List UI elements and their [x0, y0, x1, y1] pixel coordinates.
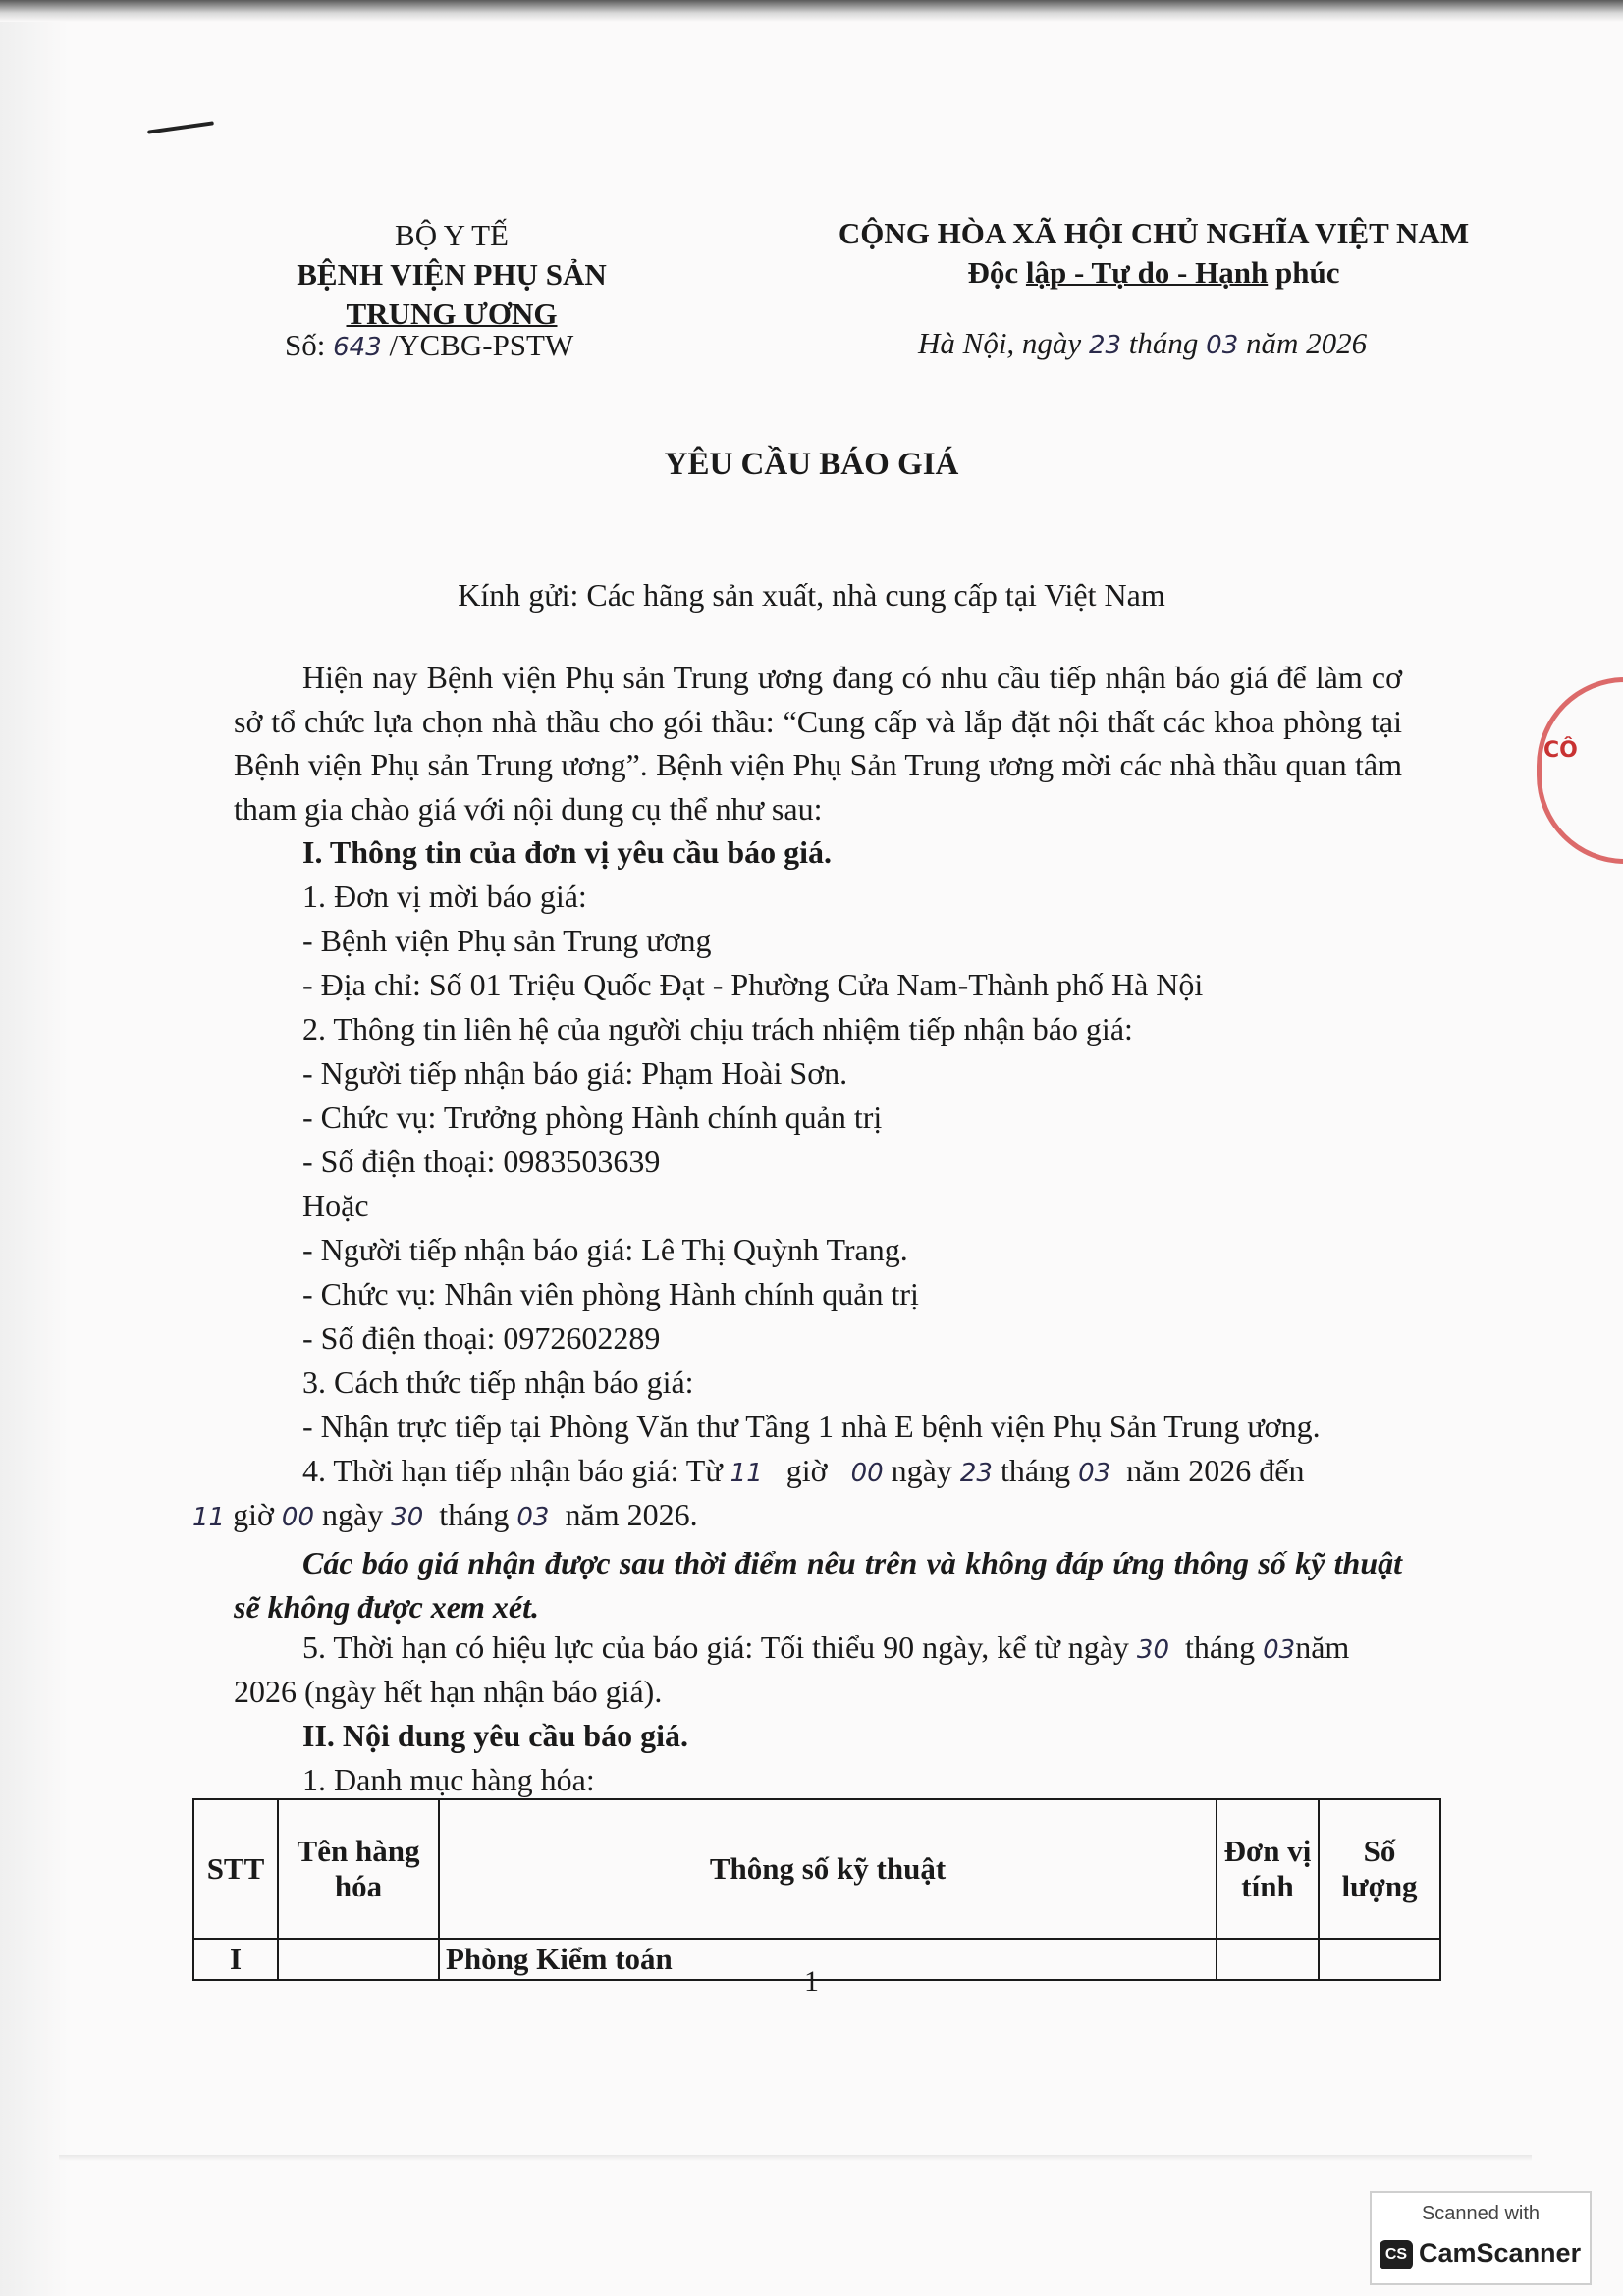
national-header	[820, 214, 1488, 293]
deadline-end-hour-label: giờ	[233, 1497, 274, 1532]
section1-item1: 1. Đơn vị mời báo giá:	[302, 879, 587, 914]
section2-heading: II. Nội dung yêu cầu báo giá.	[302, 1718, 688, 1753]
hospital-name-line2: TRUNG ƯƠNG	[346, 296, 558, 331]
receive-method: - Nhận trực tiếp tại Phòng Văn thư Tầng 1 nhà E bệnh viện Phụ Sản Trung ương.	[302, 1409, 1321, 1444]
document-title: YÊU CẦU BÁO GIÁ	[664, 447, 959, 482]
or-label: Hoặc	[302, 1188, 369, 1223]
deadline-prefix: 4. Thời hạn tiếp nhận báo giá: Từ	[302, 1453, 723, 1488]
motto-part-underlined: lập - Tự do - Hạnh	[1025, 255, 1269, 290]
validity-line2: 2026 (ngày hết hạn nhận báo giá).	[234, 1674, 663, 1709]
deadline-start-day: 23	[959, 1459, 993, 1488]
republic-name: CỘNG HÒA XÃ HỘI CHỦ NGHĨA VIỆT NAM	[838, 216, 1470, 250]
col-stt: STT	[193, 1799, 278, 1939]
deadline-month-label: tháng	[1000, 1453, 1071, 1488]
deadline-line1	[302, 1453, 1304, 1489]
unit-address: - Địa chỉ: Số 01 Triệu Quốc Đạt - Phường Cửa Nam-Thành phố Hà Nội	[302, 967, 1204, 1002]
col-qty: Số lượng	[1319, 1799, 1440, 1939]
validity-month: 03	[1263, 1635, 1296, 1665]
watermark-caption: Scanned with	[1421, 2203, 1541, 2224]
col-unit: Đơn vị tính	[1217, 1799, 1319, 1939]
deadline-end-hour: 11	[192, 1503, 226, 1532]
camscanner-logo-icon: CS	[1380, 2240, 1413, 2269]
validity-month-label: tháng	[1185, 1629, 1256, 1665]
goods-table	[192, 1798, 1441, 1981]
camscanner-watermark	[1370, 2191, 1592, 2285]
unit-name: - Bệnh viện Phụ sản Trung ương	[302, 923, 712, 958]
document-date	[918, 326, 1367, 361]
deadline-end-month-label: tháng	[439, 1497, 510, 1532]
section1-heading: I. Thông tin của đơn vị yêu cầu báo giá.	[302, 834, 833, 870]
intro-paragraph: Hiện nay Bệnh viện Phụ sản Trung ương đang có nhu cầu tiếp nhận báo giá để làm cơ sở tổ chức lựa chọn nhà thầu cho gói thầu: “Cung cấp và lắp đặt nội thất các khoa phòng tại Bệnh viện Phụ sản Trung ương”. Bệnh viện Phụ Sản Trung ương mời các nhà thầu quan tâm tham gia chào giá với nội dung cụ thể như sau:	[234, 660, 1402, 827]
cell-stt: I	[193, 1939, 278, 1980]
recipient-line: Kính gửi: Các hãng sản xuất, nhà cung cấp tại Việt Nam	[458, 577, 1165, 613]
motto-part: phúc	[1274, 255, 1340, 290]
deadline-end-minute: 00	[281, 1503, 314, 1532]
validity-line1	[302, 1629, 1349, 1666]
deadline-day-label: ngày	[891, 1453, 952, 1488]
date-month-handwritten: 03	[1206, 331, 1239, 360]
contact1-name: - Người tiếp nhận báo giá: Phạm Hoài Sơn.	[302, 1055, 848, 1091]
table-header-row	[193, 1799, 1440, 1939]
doc-number-label: Số:	[285, 328, 326, 362]
deadline-end-year: năm 2026.	[565, 1497, 698, 1532]
cell-spec: Phòng Kiểm toán	[439, 1939, 1217, 1980]
page-number: 1	[804, 1965, 819, 1998]
seal-text: CÔ	[1543, 738, 1578, 763]
deadline-start-minute: 00	[850, 1459, 884, 1488]
contact1-role: - Chức vụ: Trưởng phòng Hành chính quản trị	[302, 1099, 883, 1135]
red-seal-stamp	[1537, 677, 1623, 864]
validity-prefix: 5. Thời hạn có hiệu lực của báo giá: Tối thiểu 90 ngày, kể từ ngày	[302, 1629, 1129, 1665]
issuer-block	[265, 216, 638, 334]
validity-year-label: năm	[1295, 1629, 1350, 1665]
watermark-brand: CamScanner	[1419, 2238, 1582, 2268]
deadline-line2	[192, 1497, 698, 1533]
deadline-end-day-label: ngày	[322, 1497, 384, 1532]
col-name: Tên hàng hóa	[278, 1799, 439, 1939]
date-year: năm 2026	[1246, 326, 1368, 360]
date-month-label: tháng	[1128, 326, 1199, 360]
deadline-start-month: 03	[1078, 1459, 1111, 1488]
warning-text: Các báo giá nhận được sau thời điểm nêu trên và không đáp ứng thông số kỹ thuật sẽ không được xem xét.	[234, 1545, 1402, 1625]
deadline-start-hour: 11	[730, 1459, 763, 1488]
section1-item2: 2. Thông tin liên hệ của người chịu trách nhiệm tiếp nhận báo giá:	[302, 1011, 1133, 1046]
contact2-phone: - Số điện thoại: 0972602289	[302, 1320, 661, 1356]
scan-mark	[147, 121, 214, 133]
doc-number-suffix: /YCBG-PSTW	[389, 328, 574, 362]
scan-edge-bottom	[59, 2155, 1532, 2161]
page-edge	[0, 0, 69, 2296]
document-number	[285, 328, 573, 363]
date-prefix: Hà Nội, ngày	[918, 326, 1082, 360]
col-spec: Thông số kỹ thuật	[439, 1799, 1217, 1939]
doc-number-handwritten: 643	[333, 333, 382, 362]
ministry-name: BỘ Y TẾ	[395, 218, 509, 252]
hospital-name-line1: BỆNH VIỆN PHỤ SẢN	[297, 257, 607, 292]
validity-day: 30	[1136, 1635, 1170, 1665]
contact2-role: - Chức vụ: Nhân viên phòng Hành chính quản trị	[302, 1276, 919, 1311]
motto-part: Độc	[967, 255, 1019, 290]
section2-item1: 1. Danh mục hàng hóa:	[302, 1762, 595, 1797]
deadline-hour-label: giờ	[785, 1453, 828, 1488]
national-motto	[820, 253, 1488, 293]
contact1-phone: - Số điện thoại: 0983503639	[302, 1144, 661, 1179]
contact2-name: - Người tiếp nhận báo giá: Lê Thị Quỳnh Trang.	[302, 1232, 908, 1267]
section1-item3: 3. Cách thức tiếp nhận báo giá:	[302, 1364, 694, 1400]
scan-edge-top	[0, 0, 1623, 22]
deadline-end-month: 03	[516, 1503, 550, 1532]
deadline-year: năm 2026 đến	[1126, 1453, 1305, 1488]
deadline-end-day: 30	[391, 1503, 424, 1532]
date-day-handwritten: 23	[1088, 331, 1122, 360]
